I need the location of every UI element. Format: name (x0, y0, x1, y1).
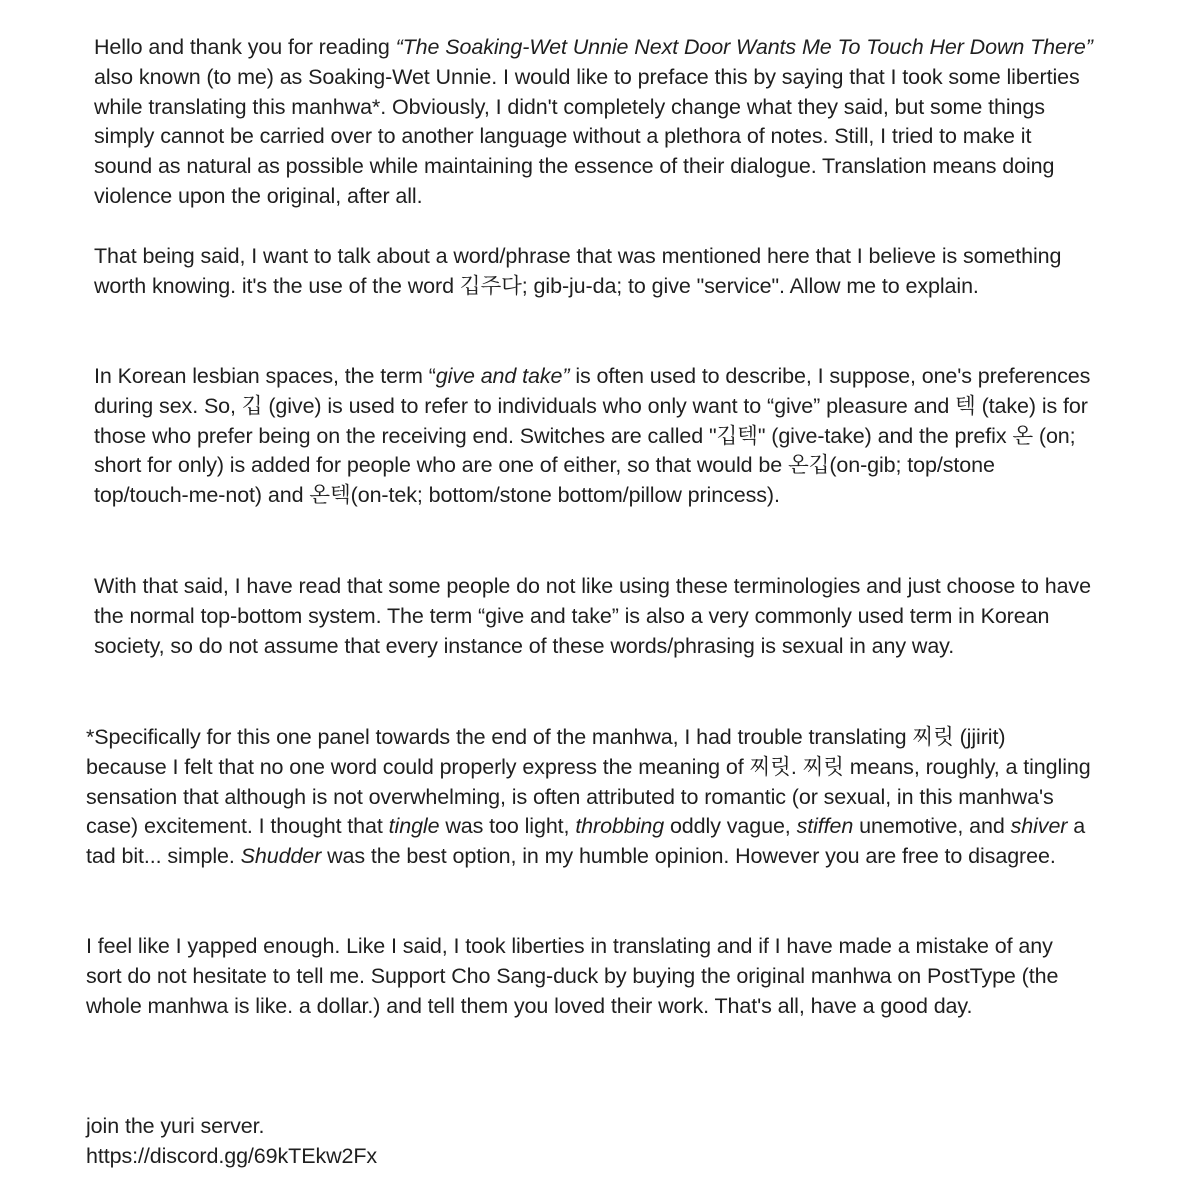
intro-paragraph (94, 33, 1094, 212)
give-take-term: give and take” (435, 364, 570, 388)
server-invite (86, 1112, 686, 1172)
manhwa-title: “The Soaking-Wet Unnie Next Door Wants Me To Touch Her Down There” (395, 35, 1093, 59)
caveat-paragraph: With that said, I have read that some people do not like using these terminologies and just choose to have the normal top-bottom system. The term “give and take” is also a very commonly used term in Korean society, so do not assume that every instance of these words/phrasing is sexual in any way. (94, 574, 1091, 658)
footnote-word-stiffen: stiffen (796, 814, 854, 839)
server-invite-text: join the yuri server. (86, 1114, 265, 1138)
footnote-text-2: was too light, (439, 814, 576, 839)
give-take-text-rest: is often used to describe, I suppose, one's preferences during sex. So, 깁 (give) is used to refer to individuals who only want to “give” pleasure and 텍 (take) is for those who prefer being on the receiving end. Switches are called "깁텍" (give-take) and the prefix 온 (on; short for only) is added for people who are one of either, so that would be 온깁(on-gib; top/stone top/touch-me-not) and 온텍(on-tek; bottom/stone bottom/pillow princess). (94, 364, 1091, 508)
intro-text-start: Hello and thank you for reading (94, 35, 396, 59)
intro-text-rest: also known (to me) as Soaking-Wet Unnie. I would like to preface this by saying that I took some liberties while translating this manhwa*. Obviously, I didn't completely change what they said, but some things simply cannot be carried over to another language without a plethora of notes. Still, I tried to make it sound as natural as possible while maintaining the essence of their dialogue. Translation means doing violence upon the original, after all. (94, 64, 1080, 208)
footnote-text-5: a tad bit... simple. (86, 814, 1086, 869)
footnote-word-throbbing: throbbing (575, 814, 665, 839)
give-take-text-start: In Korean lesbian spaces, the term “ (94, 364, 436, 388)
footnote-text-3: oddly vague, (664, 814, 797, 839)
closing-paragraph: I feel like I yapped enough. Like I said, I took liberties in translating and if I have made a mistake of any sort do not hesitate to tell me. Support Cho Sang-duck by buying the original manhwa on PostType (the whole manhwa is like. a dollar.) and tell them you loved their work. That's all, have a good day. (86, 934, 1059, 1018)
footnote-text-6: was the best option, in my humble opinion. However you are free to disagree. (321, 844, 1056, 869)
word-note-paragraph: That being said, I want to talk about a word/phrase that was mentioned here that I believe is something worth knowing. it's the use of the word 깁주다; gib-ju-da; to give "service". Allow me to explain. (94, 244, 1062, 298)
discord-invite-link[interactable]: https://discord.gg/69kTEkw2Fx (86, 1143, 378, 1168)
footnote-text-1: *Specifically for this one panel towards the end of the manhwa, I had trouble translating 찌릿 (jjirit) because I felt that no one word could properly express the meaning of 찌릿. 찌릿 means, roughly, a tingling sensation that although is not overwhelming, is often attributed to romantic (or sexual, in this manhwa's case) excitement. I thought that (86, 725, 1091, 839)
footnote-word-shudder: Shudder (240, 844, 322, 869)
give-take-paragraph (94, 362, 1094, 511)
footnote-paragraph (86, 723, 1091, 872)
footnote-word-shiver: shiver (1010, 814, 1068, 839)
footnote-text-4: unemotive, and (853, 814, 1011, 839)
footnote-word-tingle: tingle (388, 814, 440, 839)
